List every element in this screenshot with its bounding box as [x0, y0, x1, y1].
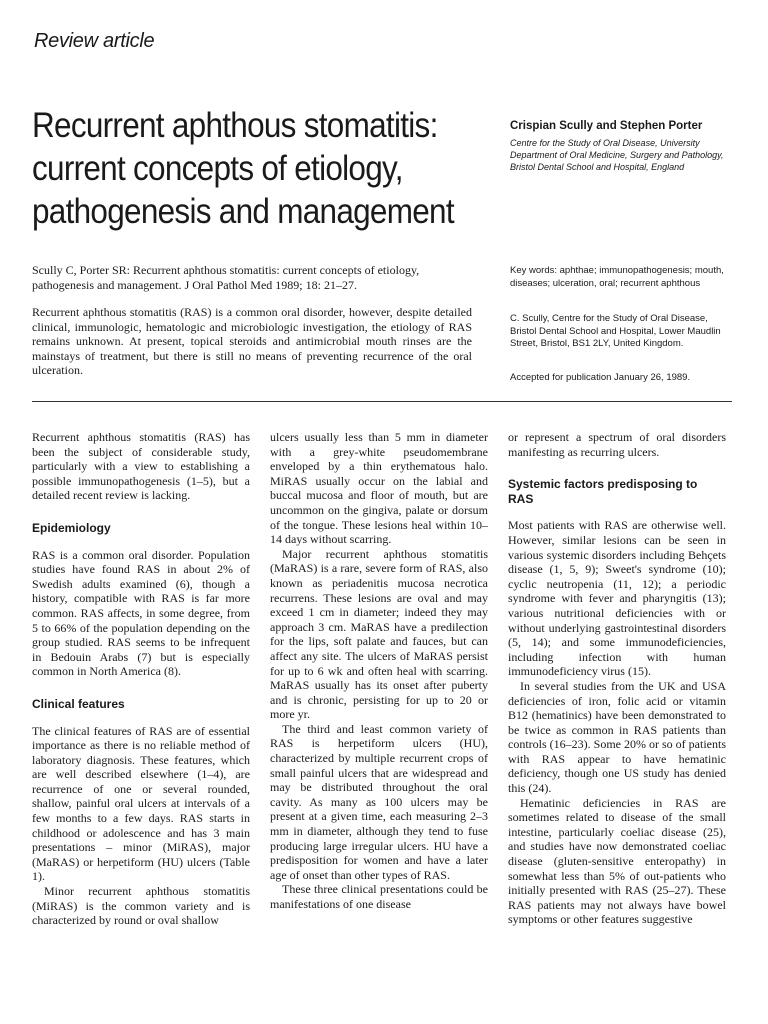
paragraph: These three clinical presentations could be manifestations of one disease: [270, 882, 488, 911]
article-title: [32, 104, 455, 233]
section-heading: Epidemiology: [32, 520, 111, 535]
title-line: Recurrent aphthous stomatitis:: [32, 106, 438, 145]
article-type-label: Review article: [34, 30, 155, 52]
paragraph: Minor recurrent aphthous stomatitis (MiRAS) is the common variety and is characterized by round or oval shallow: [32, 884, 250, 928]
paragraph: ulcers usually less than 5 mm in diameter with a grey-white pseudomembrane enveloped by a thin erythematous halo. MiRAS usually occur on the labial and buccal mucosa and floor of mouth, but are uncommon on the gingiva, palate or dorsum of the tongue. These lesions heal within 10–14 days without scarring.: [270, 430, 488, 547]
paragraph: The third and least common variety of RAS is herpetiform ulcers (HU), characterized by multiple recurrent crops of small painful ulcers that are widespread and may be distributed throughout the oral cavity. As many as 100 ulcers may be present at a given time, each measuring 2–3 mm in diameter, although they tend to fuse producing large irregular ulcers. HU have a predisposition for women and have a later age of onset than other types of RAS.: [270, 721, 488, 882]
body-column-2: [270, 430, 488, 912]
title-line: pathogenesis and management: [32, 192, 454, 231]
paragraph: RAS is a common oral disorder. Population studies have found RAS in about 2% of Swedish adults examined (6), though a history, compatible with RAS is far more common. RAS affects, in some degree, from 5 to 66% of the population depending on the group studied. RAS seems to be infrequent in Bedouin Arabs (7) but is especially common in North America (8).: [32, 547, 250, 679]
paragraph: In several studies from the UK and USA deficiencies of iron, folic acid or vitamin B12 (hematinics) have been demonstrated to be twice as common in RAS patients than controls (16–23). Some 20% or so of patients with RAS appear to have hematinic deficiency, though one US study has denied this (24).: [508, 678, 726, 796]
paragraph: Hematinic deficiencies in RAS are sometimes related to disease of the small intestine, particularly coeliac disease (25), and studies have now demonstrated coeliac disease (gluten-sensitive enteropathy) in somewhat less than 5% of out-patients who initially presented with RAS (25–27). These RAS patients may not always have bowel symptoms or other features suggestive: [508, 795, 726, 927]
citation: Scully C, Porter SR: Recurrent aphthous stomatitis: current concepts of etiology, pathogenesis and management. J Oral Pathol Med 1989; 18: 21–27.: [32, 263, 420, 292]
section-divider: [32, 401, 732, 402]
paragraph: The clinical features of RAS are of essential importance as there is no reliable method of laboratory diagnosis. These features, which are well described elsewhere (1–4), are recurrence of one or several rounded, shallow, painful oral ulcers at intervals of a few months to a few days. RAS starts in childhood or adolescence and has 3 main presentations – minor (MiRAS), major (MaRAS) or herpetiform (HU) ulcers (Table 1).: [32, 723, 250, 884]
accepted-date: Accepted for publication January 26, 1989.: [510, 372, 691, 383]
author-affiliation: Centre for the Study of Oral Disease, University Department of Oral Medicine, Surgery and Pathology, Bristol Dental School and Hospital, England: [510, 138, 724, 172]
abstract: Recurrent aphthous stomatitis (RAS) is a common oral disorder, however, despite detailed clinical, immunologic, hematologic and microbiologic investigation, the etiology of RAS remains unknown. At present, topical steroids and antimicrobial mouth rinses are the mainstays of treatment, but there is still no means of preventing recurrence of the oral ulceration.: [32, 305, 472, 377]
body-column-1: [32, 430, 250, 928]
authors: Crispian Scully and Stephen Porter: [510, 120, 703, 132]
correspondence-address: C. Scully, Centre for the Study of Oral Disease, Bristol Dental School and Hospital, Lower Maudlin Street, Bristol, BS1 2LY, United Kingdom.: [510, 313, 721, 349]
paragraph: or represent a spectrum of oral disorders manifesting as recurring ulcers.: [508, 430, 726, 459]
keywords: Key words: aphthae; immunopathogenesis; mouth, diseases; ulceration, oral; recurrent aphthous: [510, 265, 724, 289]
paragraph: Recurrent aphthous stomatitis (RAS) has been the subject of considerable study, particularly with a view to establishing a possible immunopathogenesis (1–5), but a detailed recent review is lacking.: [32, 430, 250, 503]
title-line: current concepts of etiology,: [32, 149, 403, 188]
section-heading: Clinical features: [32, 696, 125, 711]
section-heading: Systemic factors predisposing to RAS: [508, 477, 698, 506]
paragraph: Major recurrent aphthous stomatitis (MaRAS) is a rare, severe form of RAS, also known as periadenitis mucosa necrotica recurrens. These lesions are oval and may exceed 1 cm in diameter; indeed they may approach 3 cm. MaRAS have a predilection for the lips, soft palate and fauces, but can affect any site. The ulcers of MaRAS persist for up to 6 wk and often heal with scarring. MaRAS usually has its onset after puberty and is chronic, persisting for up to 20 or more yr.: [270, 546, 488, 722]
paragraph: Most patients with RAS are otherwise well. However, similar lesions can be seen in various systemic disorders including Behçets disease (1, 5, 9); Sweet's syndrome (10); cyclic neutropenia (11, 12); a periodic syndrome with fever and pharyngitis (13); various nutritional deficiencies with or without underlying gastrointestinal disorders (5, 14); and some immunodeficiencies, including infection with human immunodeficiency virus (15).: [508, 518, 726, 679]
body-column-3: [508, 430, 726, 927]
